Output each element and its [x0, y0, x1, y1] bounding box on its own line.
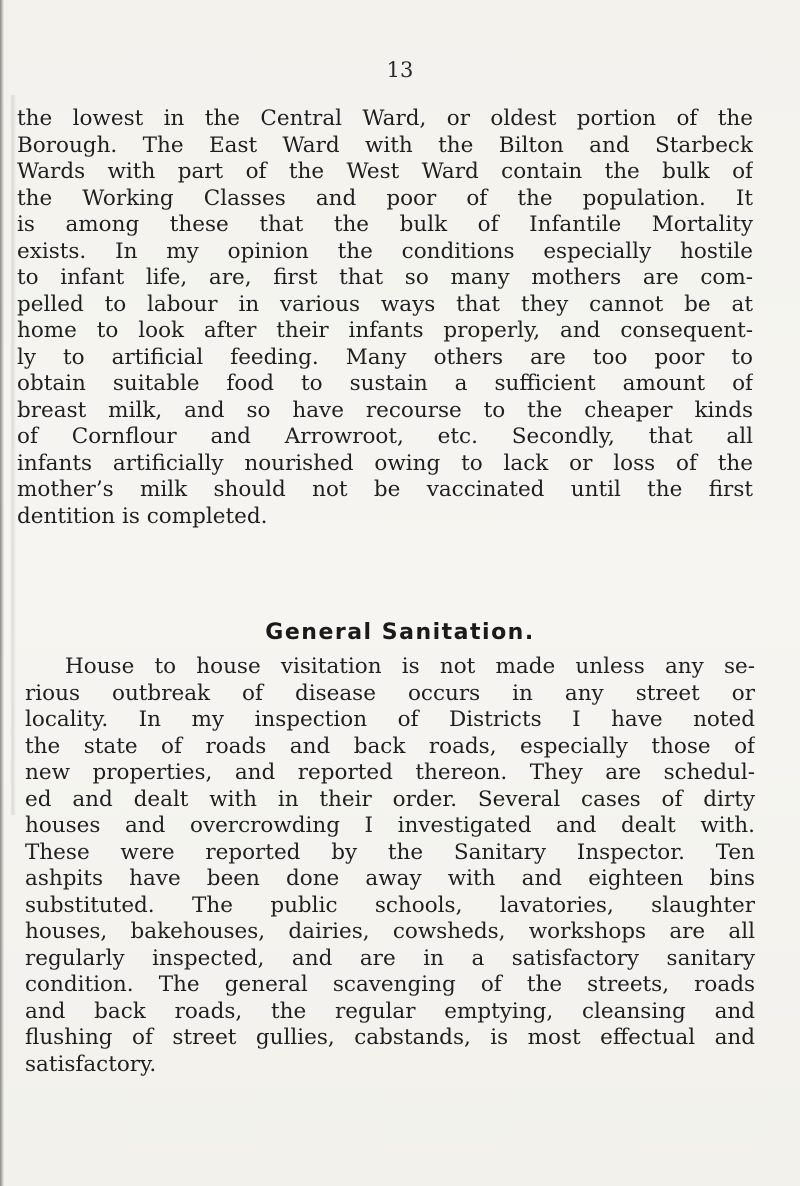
text-line: home to look after their infants properly, and consequent-: [17, 318, 753, 343]
text-line: ly to artificial feeding. Many others are too poor to: [17, 344, 753, 370]
text-line: infants artificially nourished owing to lack or loss of the: [17, 450, 753, 476]
paragraph-infant-mortality: [17, 106, 753, 530]
text-line: houses, bakehouses, dairies, cowsheds, workshops are all: [25, 919, 755, 944]
text-line: locality. In my inspection of Districts I have noted: [25, 707, 755, 732]
text-line: new properties, and reported thereon. They are schedul-: [25, 760, 755, 785]
page-number: 13: [386, 58, 414, 82]
text-line: flushing of street gullies, cabstands, is most effectual and: [25, 1025, 755, 1050]
text-line: condition. The general scavenging of the streets, roads: [25, 972, 755, 997]
text-line: Wards with part of the West Ward contain the bulk of: [17, 159, 753, 184]
text-line: is among these that the bulk of Infantile Mortality: [17, 212, 753, 237]
text-line: House to house visitation is not made unless any se-: [65, 654, 755, 679]
text-line: ed and dealt with in their order. Several cases of dirty: [25, 786, 755, 812]
text-line: pelled to labour in various ways that they cannot be at: [17, 291, 753, 317]
text-line: breast milk, and so have recourse to the cheaper kinds: [17, 397, 753, 423]
text-line: the lowest in the Central Ward, or oldest portion of the: [17, 106, 753, 131]
text-line: houses and overcrowding I investigated and dealt with.: [25, 813, 755, 838]
text-line: These were reported by the Sanitary Inspector. Ten: [25, 839, 755, 865]
text-line: of Cornflour and Arrowroot, etc. Secondly, that all: [17, 424, 753, 449]
paragraph-general-sanitation: [25, 654, 755, 1078]
text-line: exists. In my opinion the conditions especially hostile: [17, 238, 753, 264]
text-line: obtain suitable food to sustain a sufficient amount of: [17, 371, 753, 396]
text-line: rious outbreak of disease occurs in any street or: [25, 680, 755, 706]
text-line: the Working Classes and poor of the population. It: [17, 185, 753, 211]
text-line: ashpits have been done away with and eighteen bins: [25, 866, 755, 891]
binding-edge: [0, 0, 4, 1186]
text-line: mother’s milk should not be vaccinated until the first: [17, 477, 753, 502]
text-line: and back roads, the regular emptying, cleansing and: [25, 998, 755, 1024]
text-line: to infant life, are, first that so many mothers are com-: [17, 265, 753, 290]
text-line: the state of roads and back roads, especially those of: [25, 733, 755, 759]
text-line: Borough. The East Ward with the Bilton and Starbeck: [17, 132, 753, 158]
text-line: substituted. The public schools, lavatories, slaughter: [25, 892, 755, 918]
section-heading: General Sanitation.: [265, 620, 535, 645]
text-line: satisfactory.: [25, 1051, 157, 1077]
binding-shadow: [10, 95, 16, 815]
text-line: dentition is completed.: [17, 503, 268, 529]
text-line: regularly inspected, and are in a satisfactory sanitary: [25, 945, 755, 971]
